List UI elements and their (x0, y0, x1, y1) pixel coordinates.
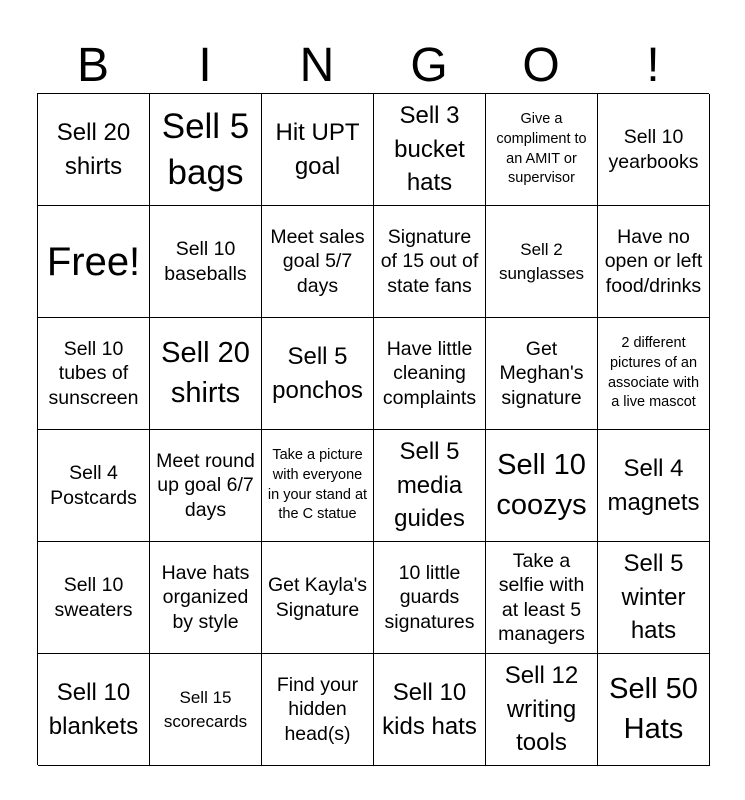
header-letter-i: I (198, 39, 212, 92)
bingo-cell[interactable] (374, 654, 486, 766)
cell-text: Free! (46, 239, 141, 284)
bingo-cell[interactable] (150, 430, 262, 542)
header-letter-o: O (522, 39, 560, 92)
cell-text: Sell 15 scorecards (163, 687, 248, 731)
cell-text: Sell 50 Hats (609, 673, 698, 745)
header-letter-b: B (76, 39, 109, 92)
cell-text: Sell 3 bucket hats (394, 102, 465, 197)
bingo-board (37, 93, 709, 765)
bingo-cell[interactable] (38, 94, 150, 206)
cell-text: Sell 10 blankets (48, 678, 139, 740)
cell-text: Sell 10 tubes of sunscreen (48, 337, 139, 409)
cell-text: Sell 5 media guides (394, 438, 465, 533)
cell-text: Find your hidden head(s) (276, 673, 359, 745)
cell-text: Sell 2 sunglasses (498, 239, 585, 283)
bingo-cell[interactable] (150, 318, 262, 430)
cell-text: Get Kayla's Signature (267, 574, 368, 621)
bingo-cell[interactable] (598, 94, 710, 206)
bingo-cell[interactable] (486, 94, 598, 206)
bingo-cell[interactable] (262, 542, 374, 654)
bingo-cell[interactable] (150, 542, 262, 654)
bingo-cell[interactable] (374, 206, 486, 318)
bingo-header (37, 38, 709, 94)
cell-text: Signature of 15 out of state fans (380, 225, 479, 297)
bingo-cell[interactable] (598, 430, 710, 542)
cell-text: Sell 5 ponchos (272, 342, 363, 404)
cell-text: Have hats organized by style (161, 561, 250, 633)
bingo-cell[interactable] (38, 430, 150, 542)
bingo-cell[interactable] (486, 430, 598, 542)
cell-text: Sell 10 yearbooks (608, 126, 699, 173)
cell-text: Sell 5 bags (161, 107, 250, 192)
header-letter-n: N (299, 39, 335, 92)
bingo-cell[interactable] (38, 318, 150, 430)
cell-text: Sell 20 shirts (161, 337, 250, 409)
bingo-cell[interactable] (598, 542, 710, 654)
bingo-cell[interactable] (598, 318, 710, 430)
bingo-cell[interactable] (598, 206, 710, 318)
bingo-cell[interactable] (374, 542, 486, 654)
cell-text: Have no open or left food/drinks (604, 225, 703, 297)
bingo-cell[interactable] (262, 654, 374, 766)
cell-text: Meet round up goal 6/7 days (156, 449, 255, 521)
bingo-cell[interactable] (38, 654, 150, 766)
cell-text: Sell 10 baseballs (164, 238, 247, 285)
bingo-cell[interactable] (486, 318, 598, 430)
bingo-cell[interactable] (374, 430, 486, 542)
cell-text: Sell 10 coozys (496, 449, 587, 521)
bingo-cell[interactable] (486, 206, 598, 318)
cell-text: Take a selfie with at least 5 managers (498, 549, 585, 645)
cell-text: Sell 4 magnets (607, 454, 700, 516)
bingo-cell[interactable] (486, 542, 598, 654)
bingo-cell[interactable] (150, 654, 262, 766)
bingo-cell[interactable] (262, 430, 374, 542)
bingo-cell[interactable] (262, 94, 374, 206)
bingo-cell[interactable] (150, 206, 262, 318)
cell-text: Sell 5 winter hats (621, 550, 686, 645)
cell-text: Get Meghan's signature (499, 337, 584, 409)
cell-text: Sell 10 kids hats (382, 678, 477, 740)
cell-text: Sell 4 Postcards (50, 462, 137, 509)
bingo-cell[interactable] (38, 542, 150, 654)
cell-text: Take a picture with everyone in your stand at the C statue (267, 447, 368, 523)
cell-text: Hit UPT goal (275, 118, 360, 180)
bingo-cell[interactable] (150, 94, 262, 206)
cell-text: Sell 12 writing tools (504, 662, 579, 757)
bingo-cell[interactable] (374, 94, 486, 206)
bingo-cell[interactable] (598, 654, 710, 766)
free-space-cell[interactable] (38, 206, 150, 318)
cell-text: Sell 10 sweaters (54, 574, 133, 621)
cell-text: Sell 20 shirts (56, 118, 131, 180)
bingo-cell[interactable] (262, 206, 374, 318)
header-exclamation: ! (646, 39, 660, 92)
bingo-cell[interactable] (262, 318, 374, 430)
cell-text: 2 different pictures of an associate with a live mascot (607, 335, 700, 411)
header-letter-g: G (410, 39, 448, 92)
cell-text: Have little cleaning complaints (382, 337, 477, 409)
bingo-cell[interactable] (486, 654, 598, 766)
cell-text: Give a compliment to an AMIT or supervisor (496, 111, 587, 187)
bingo-cell[interactable] (374, 318, 486, 430)
cell-text: 10 little guards signatures (384, 561, 475, 633)
cell-text: Meet sales goal 5/7 days (270, 225, 365, 297)
